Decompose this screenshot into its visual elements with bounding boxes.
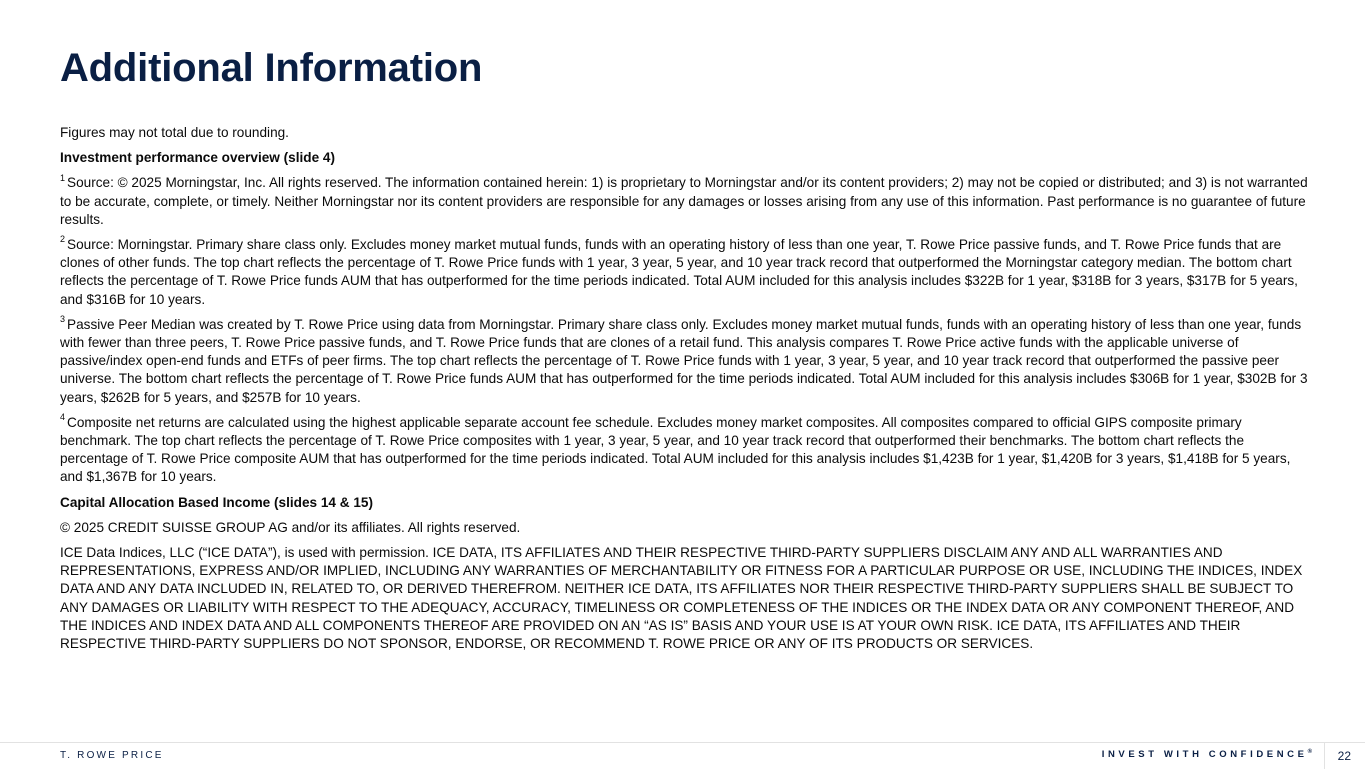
footnote-marker: 1 xyxy=(60,172,66,183)
footnote-4 xyxy=(60,414,1310,487)
footnote-2 xyxy=(60,236,1310,309)
rounding-note: Figures may not total due to rounding. xyxy=(60,125,289,140)
footnote-text: Source: © 2025 Morningstar, Inc. All rights reserved. The information contained herein: 1) is proprietary to Morningstar and/or its content providers; 2) may not be copied or distributed; and 3) is not warranted to be accurate, complete, or timely. Neither Morningstar nor its content providers are responsible for any damages or losses arising from any use of this information. Past performance is no guarantee of future results. xyxy=(60,175,1308,227)
footnote-text: Source: Morningstar. Primary share class only. Excludes money market mutual funds, funds with an operating history of less than one year, T. Rowe Price passive funds, and T. Rowe Price funds that are clones of other funds. The top chart reflects the percentage of T. Rowe Price funds with 1 year, 3 year, 5 year, and 10 year track record that outperformed the Morningstar category median. The bottom chart reflects the percentage of T. Rowe Price funds AUM that has outperformed for the time periods indicated. Total AUM included for this analysis includes $322B for 1 year, $318B for 3 years, $317B for 5 years, and $316B for 10 years. xyxy=(60,237,1298,307)
footer-divider xyxy=(1324,743,1325,769)
registered-mark: ® xyxy=(1307,749,1312,755)
disclosures-body xyxy=(60,124,1310,660)
slide-footer xyxy=(0,742,1365,769)
footer-tagline xyxy=(1102,749,1312,760)
footnote-marker: 4 xyxy=(60,412,66,423)
credit-suisse-notice: © 2025 CREDIT SUISSE GROUP AG and/or its affiliates. All rights reserved. xyxy=(60,519,521,535)
page-title: Additional Information xyxy=(60,46,483,90)
footnote-marker: 3 xyxy=(60,314,66,325)
footnote-text: Composite net returns are calculated using the highest applicable separate account fee schedule. Excludes money market composites. All composites compared to official GIPS composite primary benchmark. The top chart reflects the percentage of T. Rowe Price composites with 1 year, 3 year, 5 year, and 10 year track record that outperformed their benchmarks. The bottom chart reflects the percentage of T. Rowe Price composite AUM that has outperformed for the time periods indicated. Total AUM included for this analysis includes $1,423B for 1 year, $1,420B for 3 years, $1,418B for 5 years, and $1,367B for 10 years. xyxy=(60,414,1291,485)
page-number: 22 xyxy=(1337,749,1351,763)
footnote-1 xyxy=(60,174,1310,229)
tagline-text: INVEST WITH CONFIDENCE xyxy=(1101,749,1308,761)
t-rowe-price-logo: T. ROWE PRICE xyxy=(60,750,164,761)
footnote-marker: 2 xyxy=(60,234,66,245)
section-heading-investment-performance: Investment performance overview (slide 4) xyxy=(60,150,335,166)
ice-data-disclaimer: ICE Data Indices, LLC (“ICE DATA”), is used with permission. ICE DATA, ITS AFFILIATES AND THEIR RESPECTIVE THIRD-PARTY SUPPLIERS DISCLAIM ANY AND ALL WARRANTIES AND REPRESENTATIONS, EXPRESS AND/OR IMPLIED, INCLUDING ANY WARRANTIES OF MERCHANTABILITY OR FITNESS FOR A PARTICULAR PURPOSE OR USE, INCLUDING THE INDICES, INDEX DATA AND ANY DATA INCLUDED IN, RELATED TO, OR DERIVED THEREFROM. NEITHER ICE DATA, ITS AFFILIATES NOR THEIR RESPECTIVE THIRD-PARTY SUPPLIERS SHALL BE SUBJECT TO ANY DAMAGES OR LIABILITY WITH RESPECT TO THE ADEQUACY, ACCURACY, TIMELINESS OR COMPLETENESS OF THE INDICES OR THE INDEX DATA OR ANY COMPONENT THEREOF, AND THE INDICES AND INDEX DATA AND ALL COMPONENTS THEREOF ARE PROVIDED ON AN “AS IS” BASIS AND YOUR USE IS AT YOUR OWN RISK. ICE DATA, ITS AFFILIATES AND THEIR RESPECTIVE THIRD-PARTY SUPPLIERS DO NOT SPONSOR, ENDORSE, OR RECOMMEND T. ROWE PRICE OR ANY OF ITS PRODUCTS OR SERVICES. xyxy=(60,545,1303,652)
footnote-text: Passive Peer Median was created by T. Rowe Price using data from Morningstar. Primary share class only. Excludes money market mutual funds, funds with an operating history of less than one year, funds with fewer than three peers, T. Rowe Price passive funds, and T. Rowe Price funds that are clones of a retail fund. This analysis compares T. Rowe Price active funds with the applicable universe of passive/index open-end funds and ETFs of peer firms. The top chart reflects the percentage of T. Rowe Price funds with 1 year, 3 year, 5 year, and 10 year track record that outperformed the passive peer universe. The bottom chart reflects the percentage of T. Rowe Price funds AUM that has outperformed for the time periods indicated. Total AUM included for this analysis includes $306B for 1 year, $302B for 3 years, $262B for 5 years, and $257B for 10 years. xyxy=(60,316,1308,405)
section-heading-capital-allocation: Capital Allocation Based Income (slides 14 & 15) xyxy=(60,494,374,510)
footnote-3 xyxy=(60,316,1310,407)
